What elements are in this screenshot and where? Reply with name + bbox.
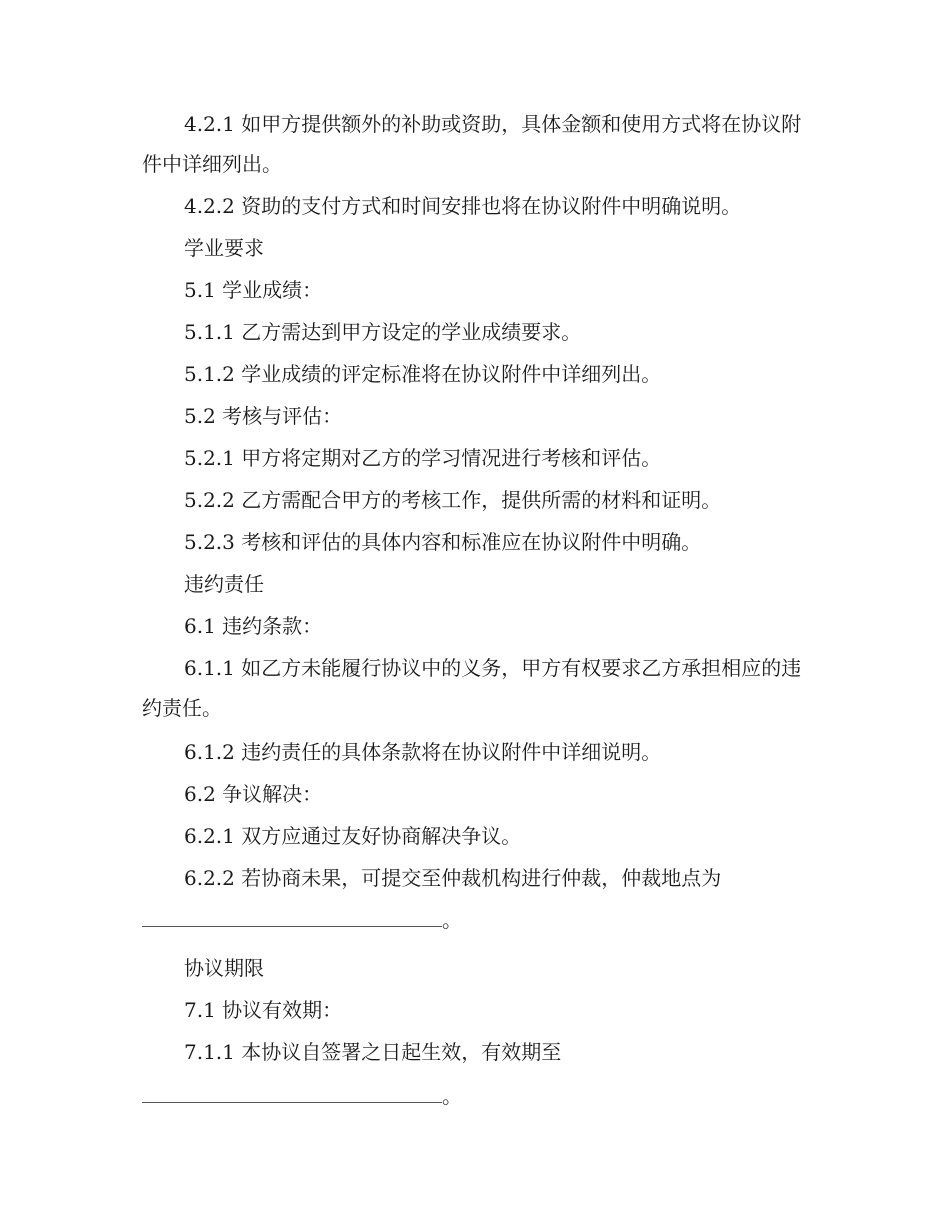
section-heading-academic: 学业要求 bbox=[184, 236, 264, 260]
clause-6-1-1: 6.1.1 如乙方未能履行协议中的义务，甲方有权要求乙方承担相应的违约责任。 bbox=[142, 656, 802, 720]
clause-6-1: 6.1 违约条款： bbox=[184, 614, 323, 638]
clause-5-2: 5.2 考核与评估： bbox=[184, 404, 343, 428]
clause-5-1-2: 5.1.2 学业成绩的评定标准将在协议附件中详细列出。 bbox=[184, 362, 662, 386]
clause-5-2-1: 5.2.1 甲方将定期对乙方的学习情况进行考核和评估。 bbox=[184, 446, 662, 470]
clause-4-2-1: 4.2.1 如甲方提供额外的补助或资助，具体金额和使用方式将在协议附件中详细列出。 bbox=[142, 112, 802, 176]
section-heading-term: 协议期限 bbox=[184, 956, 264, 980]
blank-underline bbox=[142, 900, 442, 927]
blank-period: 。 bbox=[442, 908, 462, 932]
blank-underline bbox=[142, 1076, 442, 1103]
section-heading-breach: 违约责任 bbox=[184, 572, 264, 596]
clause-5-1-1: 5.1.1 乙方需达到甲方设定的学业成绩要求。 bbox=[184, 320, 582, 344]
clause-5-2-2: 5.2.2 乙方需配合甲方的考核工作，提供所需的材料和证明。 bbox=[184, 488, 722, 512]
clause-6-2-1: 6.2.1 双方应通过友好协商解决争议。 bbox=[184, 824, 522, 848]
clause-5-1: 5.1 学业成绩： bbox=[184, 278, 323, 302]
clause-7-1: 7.1 协议有效期： bbox=[184, 998, 343, 1022]
clause-6-2-2: 6.2.2 若协商未果，可提交至仲裁机构进行仲裁，仲裁地点为 bbox=[184, 866, 722, 890]
clause-6-1-2: 6.1.2 违约责任的具体条款将在协议附件中详细说明。 bbox=[184, 740, 662, 764]
clause-4-2-2: 4.2.2 资助的支付方式和时间安排也将在协议附件中明确说明。 bbox=[184, 194, 742, 218]
blank-period: 。 bbox=[442, 1084, 462, 1108]
validity-date-blank bbox=[142, 1076, 802, 1116]
clause-6-2: 6.2 争议解决： bbox=[184, 782, 323, 806]
clause-7-1-1: 7.1.1 本协议自签署之日起生效，有效期至 bbox=[184, 1040, 562, 1064]
arbitration-location-blank bbox=[142, 900, 802, 940]
clause-5-2-3: 5.2.3 考核和评估的具体内容和标准应在协议附件中明确。 bbox=[184, 530, 702, 554]
